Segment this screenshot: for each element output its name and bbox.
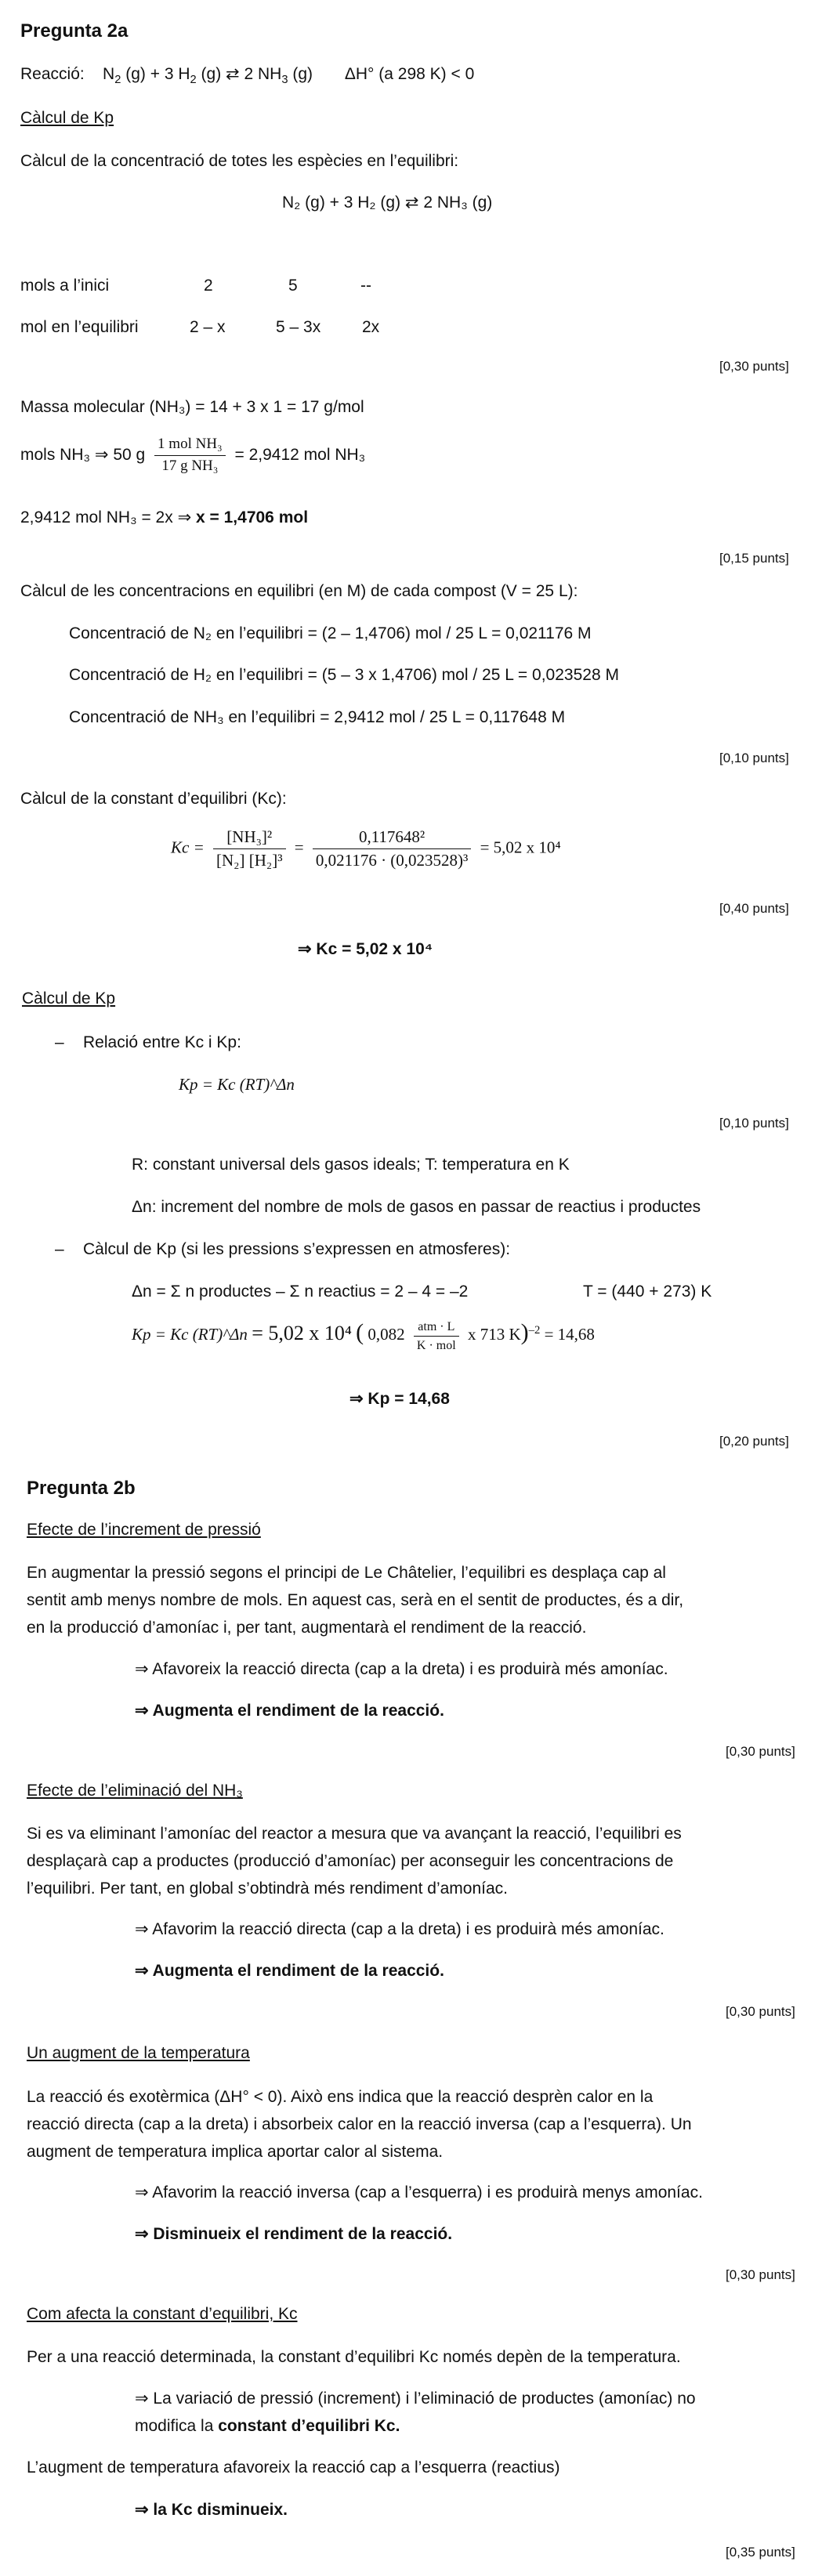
points-label: [0,30 punts] [726,2267,795,2282]
s4-line-2: L’augment de temperatura afavoreix la reacció cap a l’esquerra (reactius) [27,2458,560,2477]
row2-label: mol en l’equilibri [20,318,139,336]
points-label: [0,30 punts] [726,2004,795,2019]
s2-answer-2: ⇒ Augmenta el rendiment de la reacció. [135,1962,444,1980]
row1-v1: 2 [204,277,213,295]
row2-v3: 2x [362,318,380,336]
mols-b: = 2,9412 mol NH₃ [234,445,366,464]
s1-line: en la producció d’amoníac i, per tant, augmentarà el rendiment de la reacció. [27,1619,587,1637]
s1-line: sentit amb menys nombre de mols. En aquest cas, serà en el sentit de productes, és a dir, [27,1591,684,1609]
points-label: [0,40 punts] [719,901,789,916]
equilibrium-equation: N₂ (g) + 3 H₂ (g) ⇄ 2 NH₃ (g) [282,194,493,212]
temperature: T = (440 + 273) K [583,1283,712,1301]
row2-v2: 5 – 3x [276,318,321,336]
calc-text: Càlcul de Kp (si les pressions s’expressen en atmosferes): [83,1240,511,1258]
kp-result: ⇒ Kp = 14,68 [349,1390,450,1408]
kp-title: Càlcul de Kp [20,109,114,127]
kc-fraction-2 [313,827,472,870]
kc-f1-den: [N₂] [H₂]³ [216,851,283,870]
x-line [20,508,308,527]
kp-unit-den: K · mol [416,1338,456,1352]
s3-line: augment de temperatura implica aportar calor al sistema. [27,2143,444,2161]
row2-v1: 2 – x [190,318,226,336]
points-label: [0,35 punts] [726,2545,795,2560]
s4-answer-1b-b: constant d’equilibri Kc. [218,2417,400,2435]
reaction-dh: ΔH° (a 298 K) < 0 [344,65,475,83]
s1-answer-1: ⇒ Afavoreix la reacció directa (cap a la dreta) i es produirà més amoníac. [135,1660,668,1678]
reaction-eq-c: (g) ⇄ 2 NH [201,65,282,83]
conc-nh3: Concentració de NH₃ en l’equilibri = 2,9412 mol / 25 L = 0,117648 M [69,708,566,726]
kc-eq: = [294,838,304,857]
row1-v3: -- [360,277,371,295]
kp-calc: Kp = Kc (RT)^Δn = 5,02 x 10⁴ ( 0,082 $\frac{\text{atm · L}}{\text{K · mol}}$ x 713 K)$^{-2}$ = 14,68 [132,1319,595,1352]
r-def: R: constant universal dels gasos ideals; T: temperatura en K [132,1156,570,1174]
s4-title: Com afecta la constant d’equilibri, Kc [27,2305,298,2323]
conc-n2: Concentració de N₂ en l’equilibri = (2 – 1,4706) mol / 25 L = 0,021176 M [69,624,592,642]
s4-answer-1b [135,2416,400,2436]
s4-answer-1b-a: modifica la [135,2417,214,2435]
points-label: [0,15 punts] [719,551,789,566]
calc-bullet: – [55,1240,64,1258]
kp-unit-fraction [414,1319,459,1353]
reaction-eq-b: (g) + 3 H [125,65,190,83]
conc-title: Càlcul de les concentracions en equilibri (en M) de cada compost (V = 25 L): [20,582,578,600]
s3-line: reacció directa (cap a la dreta) i absorbeix calor en la reacció inversa (cap a l’esquerra). Un [27,2115,692,2133]
s2-line: l’equilibri. Per tant, en global s’obtindrà més rendiment d’amoníac. [27,1880,508,1898]
s4-answer-1: ⇒ La variació de pressió (increment) i l’eliminació de productes (amoníac) no [135,2390,696,2408]
dn-def: Δn: increment del nombre de mols de gasos en passar de reactius i productes [132,1198,701,1216]
mols-den: 17 g NH₃ [161,457,219,474]
conc-intro: Càlcul de la concentració de totes les espècies en l’equilibri: [20,152,459,170]
kc-rhs: = 5,02 x 10⁴ [480,838,561,857]
points-label: [0,30 punts] [726,1744,795,1759]
kc-result: ⇒ Kc = 5,02 x 10⁴ [298,940,433,958]
reaction-eq-d: (g) [292,65,313,83]
mols-line [20,436,365,476]
kp-calc-a: Kp = Kc (RT)^Δn [132,1325,248,1344]
kc-title: Càlcul de la constant d’equilibri (Kc): [20,790,287,808]
s2-answer-1: ⇒ Afavorim la reacció directa (cap a la dreta) i es produirà més amoníac. [135,1920,664,1938]
points-label: [0,20 punts] [719,1434,789,1449]
s4-line: Per a una reacció determinada, la constant d’equilibri Kc només depèn de la temperatura. [27,2348,681,2366]
kc-f2-den: 0,021176 · (0,023528)³ [315,851,469,870]
s2-line: Si es va eliminant l’amoníac del reactor a mesura que va avançant la reacció, l’equilibri es [27,1825,682,1843]
points-label: [0,10 punts] [719,1116,789,1131]
kp-unit-num: atm · L [414,1319,459,1337]
s3-line: La reacció és exotèrmica (ΔH° < 0). Això ens indica que la reacció desprèn calor en la [27,2088,654,2106]
reaction-eq-a: N [103,65,115,83]
conc-h2: Concentració de H₂ en l’equilibri = (5 – 3 x 1,4706) mol / 25 L = 0,023528 M [69,666,619,684]
q2b-heading: Pregunta 2b [27,1478,136,1499]
kp-calc-c: 0,082 [368,1325,405,1344]
dn-calc: Δn = Σ n productes – Σ n reactius = 2 – 4 = –2 [132,1283,469,1301]
q2a-heading: Pregunta 2a [20,20,129,42]
kp-calc-f: = 14,68 [544,1325,595,1344]
x-line-a: 2,9412 mol NH₃ = 2x ⇒ [20,508,192,526]
kp-calc-e: –2 [528,1324,541,1337]
kc-f1-num: [NH₃]² [213,827,286,849]
s3-answer-2: ⇒ Disminueix el rendiment de la reacció. [135,2225,453,2243]
mols-fraction [154,436,226,476]
rel-text: Relació entre Kc i Kp: [83,1033,241,1051]
kc-lhs: Kc = [171,838,205,857]
mols-num: 1 mol NH₃ [154,436,226,456]
reaction-line: Reacció: $N_2$ (g) + 3 $H_2$ (g) ⇄ 2 $NH_3$ (g) ΔH° (a 298 K) < 0 [20,65,475,87]
s1-line: En augmentar la pressió segons el principi de Le Châtelier, l’equilibri es desplaça cap al [27,1564,666,1582]
points-label: [0,30 punts] [719,359,789,374]
kp-calc-b: = 5,02 x 10⁴ [252,1322,352,1344]
s4-answer-2: ⇒ la Kc disminueix. [135,2501,288,2519]
s1-title: Efecte de l’increment de pressió [27,1521,261,1539]
molar-mass: Massa molecular (NH₃) = 14 + 3 x 1 = 17 g/mol [20,398,364,416]
s2-line: desplaçarà cap a productes (producció d’amoníac) per aconseguir les concentracions de [27,1852,674,1870]
kp-calc-d: x 713 K [467,1325,521,1344]
rel-bullet: – [55,1033,64,1051]
x-line-b: x = 1,4706 mol [196,508,309,526]
kc-f2-num: 0,117648² [313,827,472,849]
s3-title: Un augment de la temperatura [27,2044,250,2062]
row1-v2: 5 [288,277,298,295]
kp-title-2: Càlcul de Kp [22,990,116,1008]
s3-answer-1: ⇒ Afavorim la reacció inversa (cap a l’esquerra) i es produirà menys amoníac. [135,2183,703,2202]
kp-formula: Kp = Kc (RT)^Δn [179,1075,295,1094]
reaction-label: Reacció: [20,65,85,83]
s1-answer-2: ⇒ Augmenta el rendiment de la reacció. [135,1702,444,1720]
mols-a: mols NH₃ ⇒ 50 g [20,445,146,464]
kc-fraction-1 [213,827,286,870]
kc-formula [171,827,561,870]
s2-title: Efecte de l’eliminació del NH₃ [27,1782,243,1800]
row1-label: mols a l’inici [20,277,110,295]
points-label: [0,10 punts] [719,751,789,765]
